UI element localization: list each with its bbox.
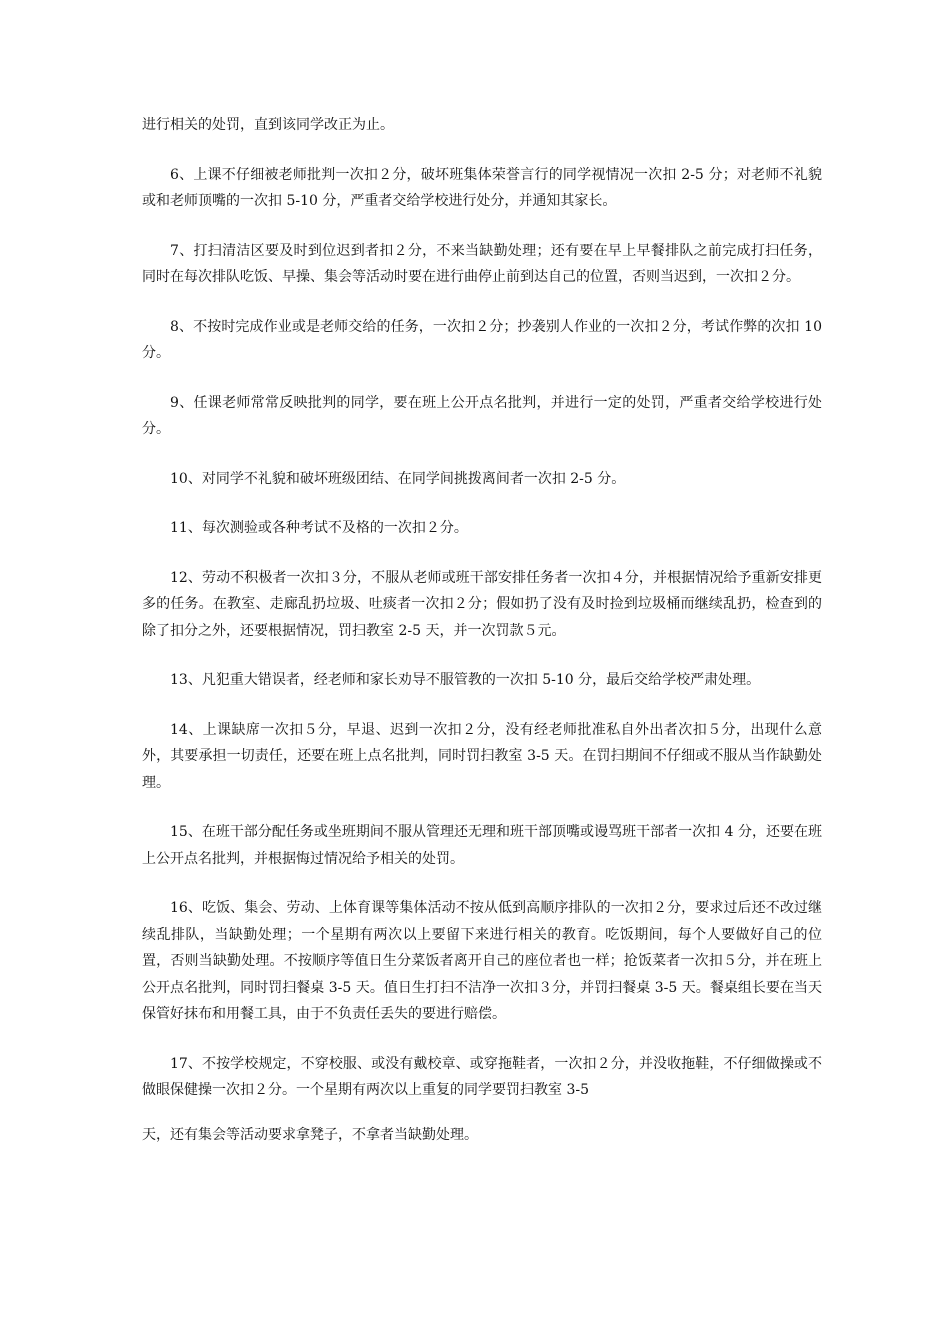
paragraph-rule-9: 9、任课老师常常反映批判的同学，要在班上公开点名批判，并进行一定的处罚，严重者交给学校进行处分。 <box>142 394 822 437</box>
paragraph-rule-12: 12、劳动不积极者一次扣３分，不服从老师或班干部安排任务者一次扣４分，并根据情况给予重新安排更多的任务。在教室、走廊乱扔垃圾、吐痰者一次扣２分；假如扔了没有及时捡到垃圾桶而继续乱扔，检查到的除了扣分之外，还要根据情况，罚扫教室 2-5 天，并一次罚款５元。 <box>142 569 822 639</box>
paragraph-rule-13: 13、凡犯重大错误者，经老师和家长劝导不服管教的一次扣 5-10 分，最后交给学校严肃处理。 <box>170 672 761 688</box>
paragraph-rule-15: 15、在班干部分配任务或坐班期间不服从管理还无理和班干部顶嘴或谩骂班干部者一次扣 4 分，还要在班上公开点名批判，并根据悔过情况给予相关的处罚。 <box>142 824 822 867</box>
paragraph-rule-8: 8、不按时完成作业或是老师交给的任务，一次扣２分；抄袭别人作业的一次扣２分，考试作弊的次扣 10 分。 <box>142 318 822 361</box>
paragraph-rule-14: 14、上课缺席一次扣５分，早退、迟到一次扣２分，没有经老师批准私自外出者次扣５分，出现什么意外，其要承担一切责任，还要在班上点名批判，同时罚扫教室 3-5 天。在罚扫期间不仔细或不服从当作缺勤处理。 <box>142 721 822 791</box>
paragraph-rule-17: 17、不按学校规定，不穿校服、或没有戴校章、或穿拖鞋者，一次扣２分，并没收拖鞋，不仔细做操或不做眼保健操一次扣２分。一个星期有两次以上重复的同学要罚扫教室 3-5 <box>142 1055 822 1098</box>
paragraph-rule-11: 11、每次测验或各种考试不及格的一次扣２分。 <box>170 520 468 536</box>
document-body <box>142 112 822 1171</box>
paragraph-rule-16: 16、吃饭、集会、劳动、上体育课等集体活动不按从低到高顺序排队的一次扣２分，要求过后还不改过继续乱排队，当缺勤处理；一个星期有两次以上要留下来进行相关的教育。吃饭期间，每个人要做好自己的位置，否则当缺勤处理。不按顺序等值日生分菜饭者离开自己的座位者也一样；抢饭菜者一次扣５分，并在班上公开点名批判，同时罚扫餐桌 3-5 天。值日生打扫不洁净一次扣３分，并罚扫餐桌 3-5 天。餐桌组长要在当天保管好抹布和用餐工具，由于不负责任丢失的要进行赔偿。 <box>142 900 822 1022</box>
paragraph-continuation: 进行相关的处罚，直到该同学改正为止。 <box>142 117 394 133</box>
paragraph-rule-7: 7、打扫清洁区要及时到位迟到者扣２分，不来当缺勤处理；还有要在早上早餐排队之前完成打扫任务，同时在每次排队吃饭、早操、集会等活动时要在进行曲停止前到达自己的位置，否则当迟到，一次扣２分。 <box>142 242 822 285</box>
paragraph-rule-17-continuation: 天，还有集会等活动要求拿凳子，不拿者当缺勤处理。 <box>142 1126 478 1143</box>
paragraph-rule-6: 6、上课不仔细被老师批判一次扣２分，破坏班集体荣誉言行的同学视情况一次扣 2-5 分；对老师不礼貌或和老师顶嘴的一次扣 5-10 分，严重者交给学校进行处分，并通知其家长。 <box>142 166 822 209</box>
paragraph-rule-10: 10、对同学不礼貌和破坏班级团结、在同学间挑拨离间者一次扣 2-5 分。 <box>170 470 626 487</box>
